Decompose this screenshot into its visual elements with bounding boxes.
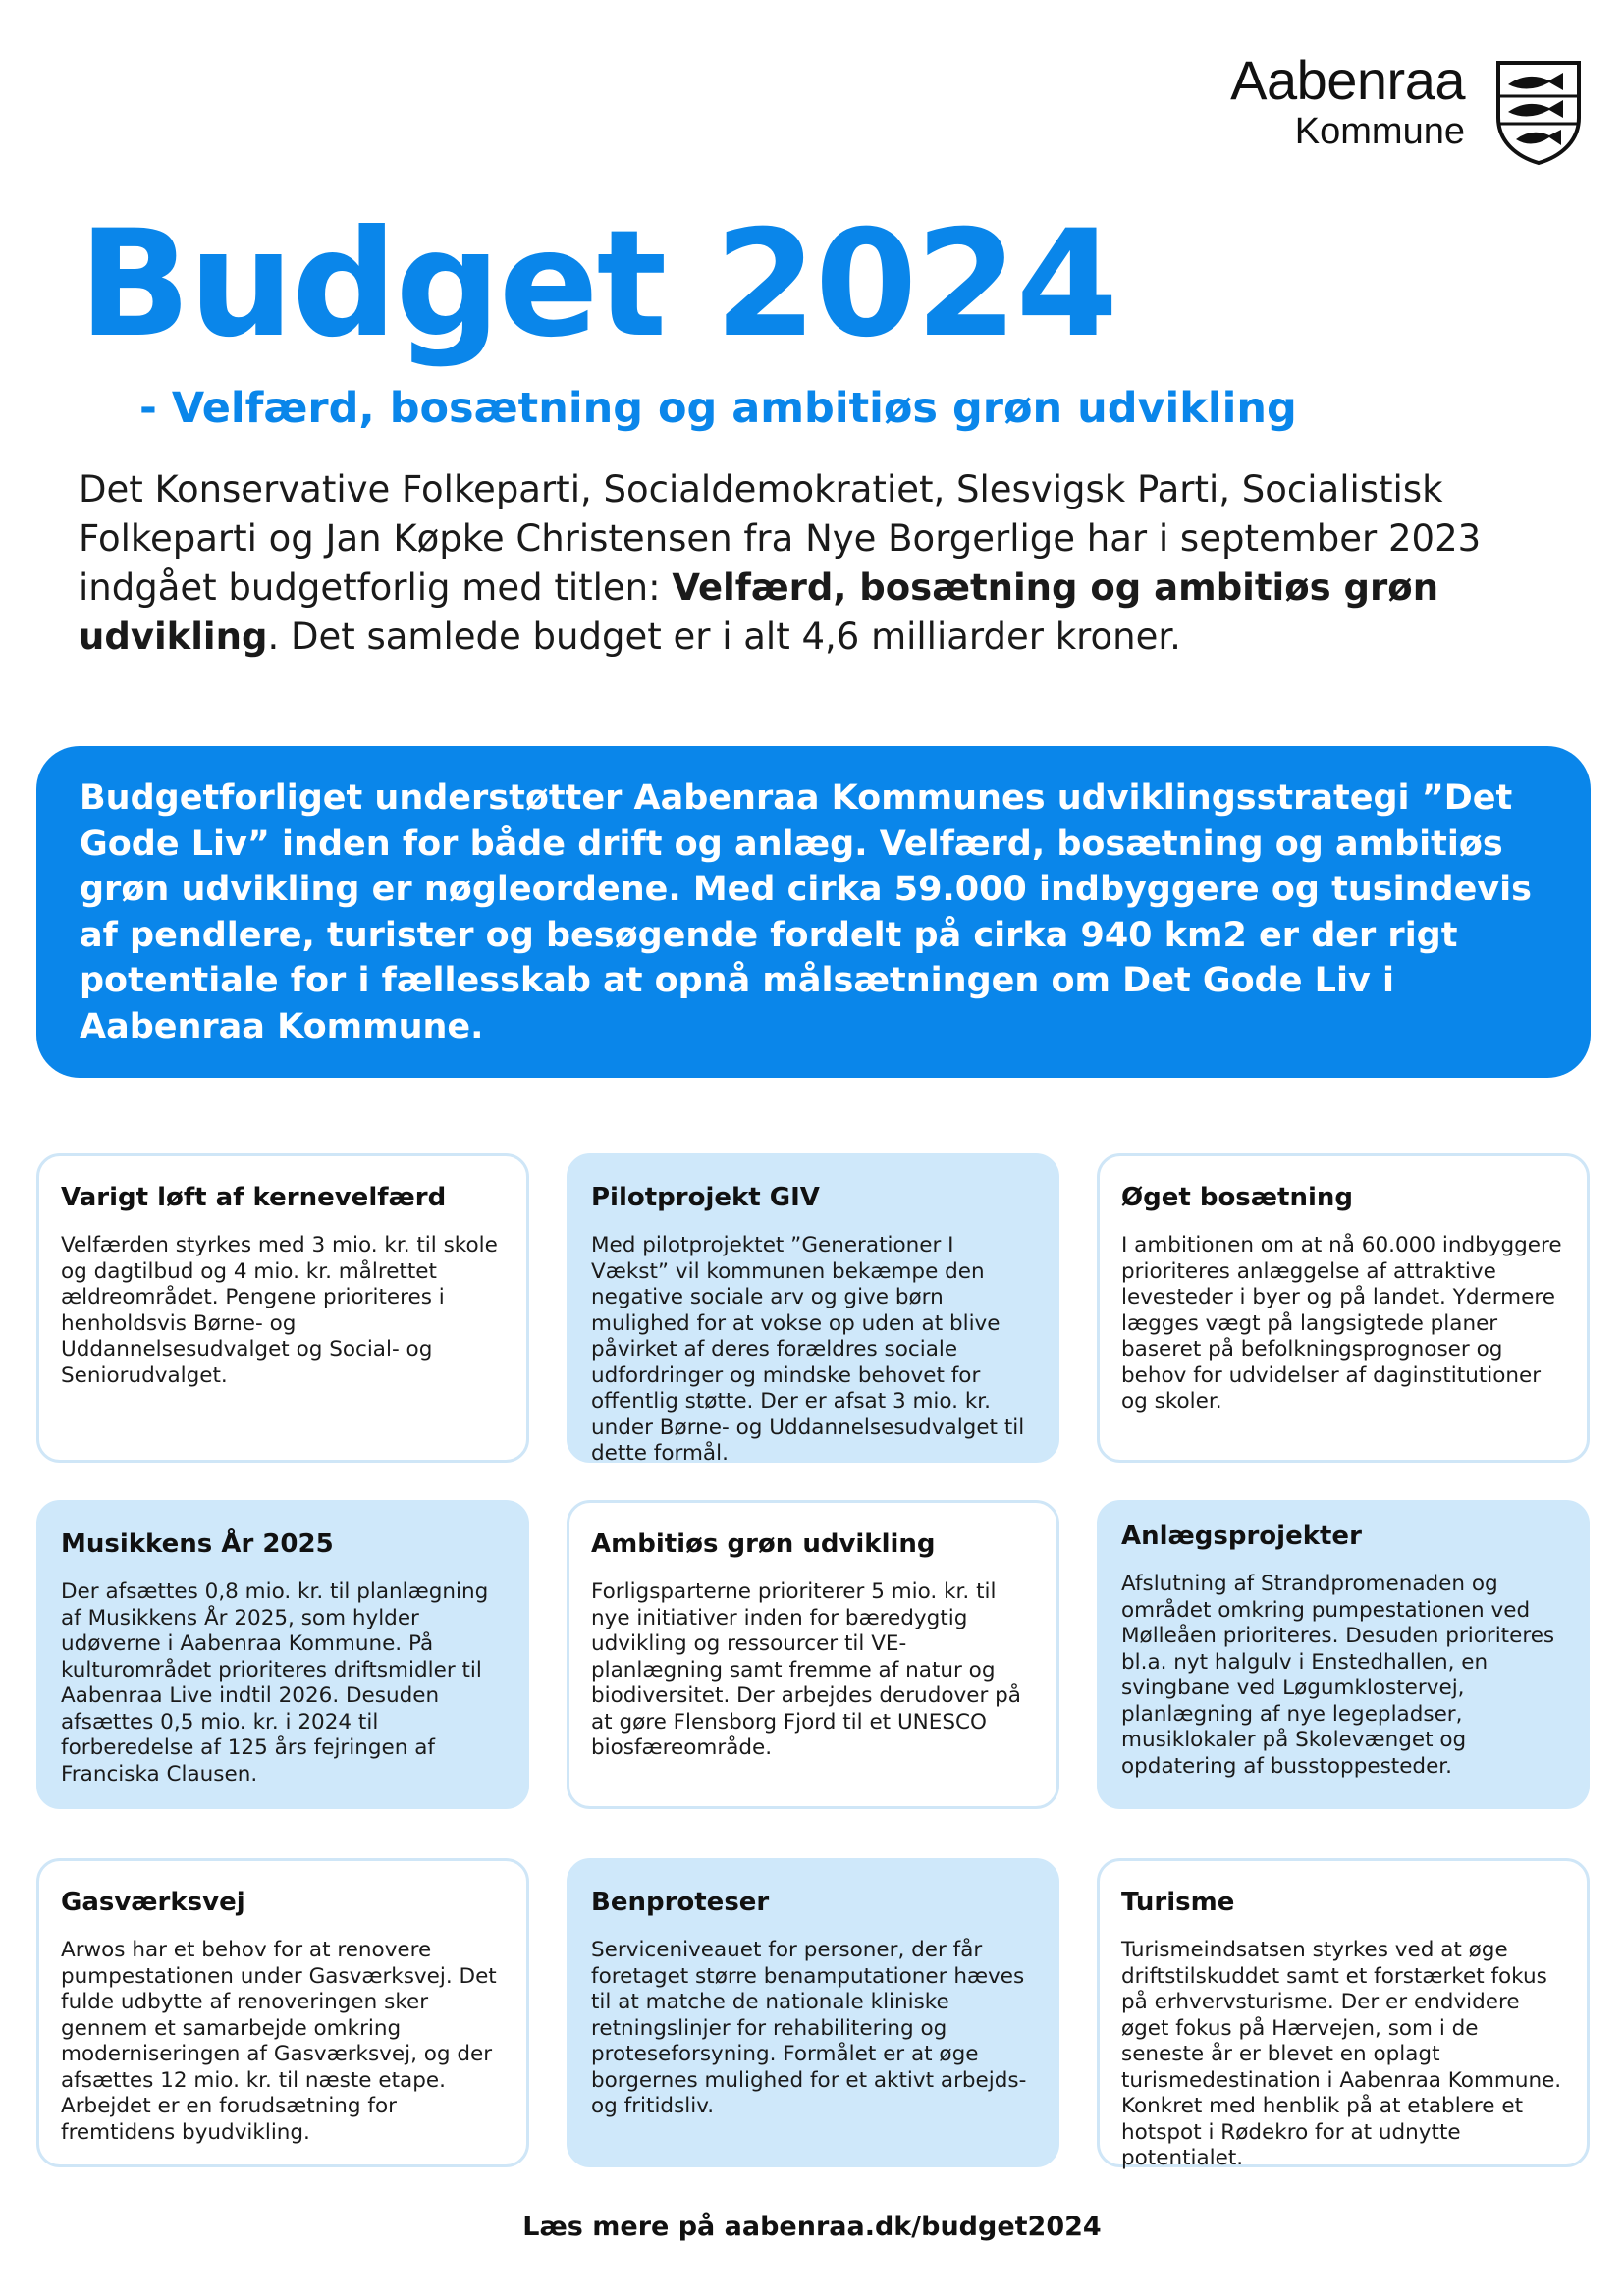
- card-musikkens-aar: [36, 1500, 529, 1809]
- footer-read-more-link[interactable]: Læs mere på aabenraa.dk/budget2024: [522, 2212, 1102, 2242]
- card-title: Pilotprojekt GIV: [591, 1183, 820, 1212]
- card-benproteser: [567, 1858, 1059, 2167]
- card-body: Arwos har et behov for at renovere pumpestationen under Gasværksvej. Det fulde udbytte af renoveringen sker gennem et samarbejde omkring moderniseringen af Gasværksvej, og der afsættes 12 mio. kr. til næste etape. Arbejdet er en forudsætning for fremtidens byudvikling.: [61, 1938, 497, 2145]
- card-body: Der afsættes 0,8 mio. kr. til planlægning af Musikkens År 2025, som hylder udøverne i Aabenraa Kommune. På kulturområdet prioriteres driftsmidler til Aabenraa Live indtil 2026. Desuden afsættes 0,5 mio. kr. i 2024 til forberedelse af 125 års fejringen af Franciska Clausen.: [61, 1579, 489, 1787]
- banner-text: Budgetforliget understøtter Aabenraa Kommunes udviklingsstrategi ”Det Gode Liv” inden for både drift og anlæg. Velfærd, bosætning og ambitiøs grøn udvikling er nøgleordene. Med cirka 59.000 indbyggere og tusindevis af pendlere, turister og besøgende fordelt på cirka 940 km2 er der rigt potentiale for i fællesskab at opnå målsætningen om Det Gode Liv i Aabenraa Kommune.: [80, 778, 1532, 1046]
- highlight-banner: [36, 746, 1591, 1078]
- card-title: Gasværksvej: [61, 1888, 245, 1917]
- card-turisme: [1097, 1858, 1590, 2170]
- card-body: Forligsparterne prioriterer 5 mio. kr. til nye initiativer inden for bæredygtig udvikling og ressourcer til VE-planlægning samt fremme af natur og biodiversitet. Der arbejdes derudover på at gøre Flensborg Fjord til et UNESCO biosfæreområde.: [591, 1579, 1021, 1760]
- intro-text-after: . Det samlede budget er i alt 4,6 milliarder kroner.: [267, 615, 1181, 658]
- coat-of-arms-fish-icon: [1494, 59, 1583, 167]
- card-title: Ambitiøs grøn udvikling: [591, 1529, 936, 1559]
- card-title: Øget bosætning: [1121, 1183, 1353, 1212]
- logo-text: [1230, 49, 1465, 151]
- card-title: Benproteser: [591, 1888, 770, 1917]
- card-body: Med pilotprojektet ”Generationer I Vækst” vil kommunen bekæmpe den negative sociale arv og give børn mulighed for at vokse op uden at blive påvirket af deres forældres sociale udfordringer og mindske behovet for offentlig støtte. Der er afsat 3 mio. kr. under Børne- og Uddannelsesudvalget til dette formål.: [591, 1233, 1025, 1466]
- page-title: Budget 2024: [79, 199, 1117, 370]
- card-anlaegsprojekter: [1097, 1500, 1590, 1809]
- card-kernevelfaerd: [36, 1153, 529, 1463]
- logo-sub: Kommune: [1294, 111, 1465, 152]
- card-oget-bosaetning: [1097, 1153, 1590, 1463]
- card-body: Turismeindsatsen styrkes ved at øge driftstilskuddet samt et forstærket fokus på erhvervsturisme. Der er endvidere øget fokus på Hærvejen, som i de seneste år er blevet en oplagt turismedestination i Aabenraa Kommune. Konkret med henblik på at etablere et hotspot i Rødekro for at udnytte potentialet.: [1121, 1938, 1562, 2170]
- card-groen-udvikling: [567, 1500, 1059, 1809]
- kommune-logo: [1230, 49, 1602, 167]
- card-body: I ambitionen om at nå 60.000 indbyggere prioriteres anlæggelse af attraktive levesteder i byer og på landet. Ydermere lægges vægt på langsigtede planer baseret på befolkningsprognoser og behov for udvidelser af daginstitutioner og skoler.: [1121, 1233, 1562, 1414]
- page-subtitle: - Velfærd, bosætning og ambitiøs grøn udvikling: [139, 384, 1297, 433]
- card-body: Afslutning af Strandpromenaden og området omkring pumpestationen ved Mølleåen prioriteres. Desuden prioriteres bl.a. nyt halgulv i Enstedhallen, en svingbane ved Løgumklostervej, planlægning af nye legepladser, musiklokaler på Skolevænget og opdatering af busstoppesteder.: [1121, 1572, 1555, 1779]
- intro-paragraph: [79, 465, 1571, 662]
- card-title: Turisme: [1121, 1888, 1235, 1917]
- logo-name: Aabenraa: [1230, 49, 1465, 111]
- card-title: Musikkens År 2025: [61, 1529, 334, 1559]
- card-body: Velfærden styrkes med 3 mio. kr. til skole og dagtilbud og 4 mio. kr. målrettet ældreområdet. Pengene prioriteres i henholdsvis Børne- og Uddannelsesudvalget og Social- og Seniorudvalget.: [61, 1233, 498, 1388]
- card-title: Varigt løft af kernevelfærd: [61, 1183, 447, 1212]
- intro-bold-title: Velfærd, bosætning og ambitiøs grøn udvikling: [79, 566, 1439, 658]
- card-pilotprojekt-giv: [567, 1153, 1059, 1466]
- intro-text-before: Det Konservative Folkeparti, Socialdemokratiet, Slesvigsk Parti, Socialistisk Folkeparti og Jan Køpke Christensen fra Nye Borgerlige har i september 2023 indgået budgetforlig med titlen:: [79, 468, 1482, 609]
- card-title: Anlægsprojekter: [1121, 1522, 1362, 1551]
- card-body: Serviceniveauet for personer, der får foretaget større benamputationer hæves til at matche de nationale kliniske retningslinjer for rehabilitering og proteseforsyning. Formålet er at øge borgernes mulighed for et aktivt arbejds- og fritidsliv.: [591, 1938, 1027, 2118]
- card-gasvaerksvej: [36, 1858, 529, 2167]
